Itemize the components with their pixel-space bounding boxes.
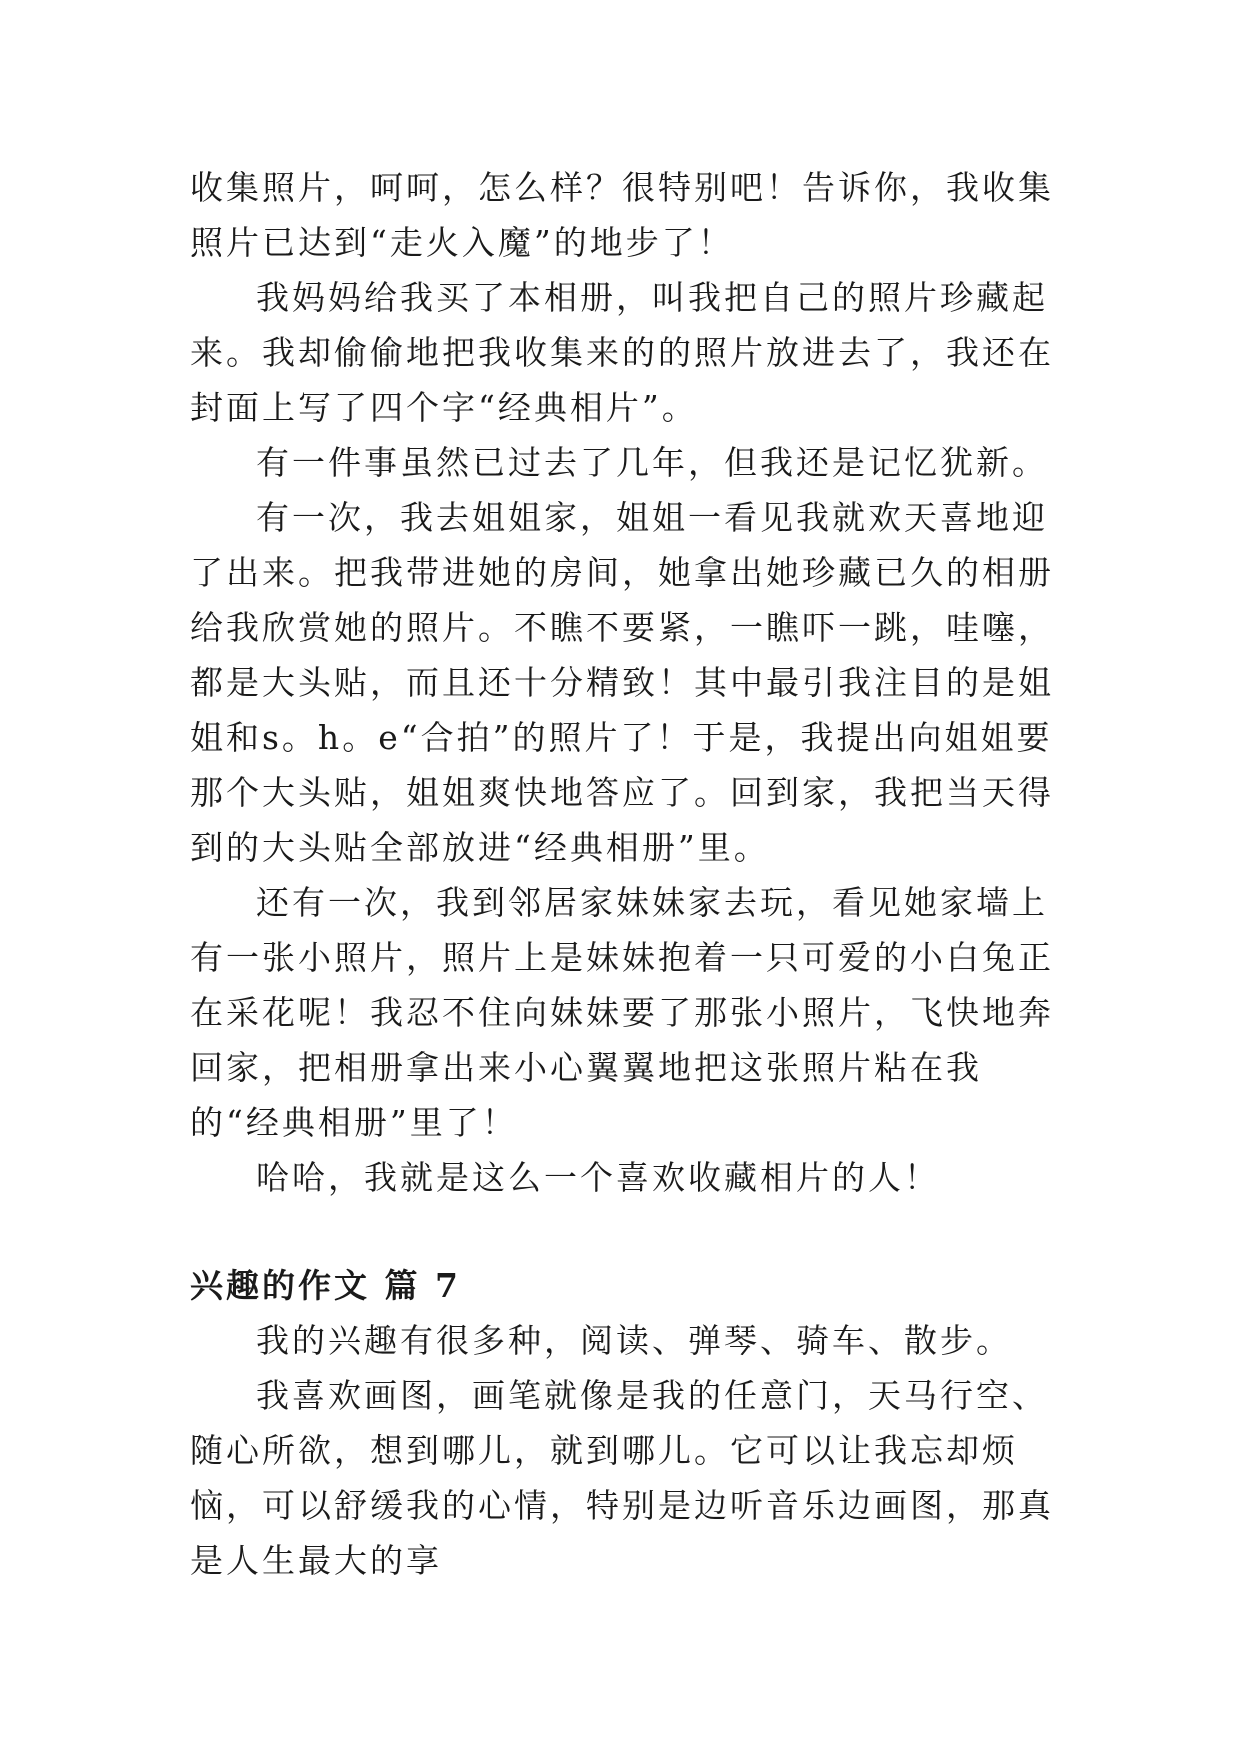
paragraph-3: 有一件事虽然已过去了几年，但我还是记忆犹新。 [256,443,1048,482]
paragraph-5: 还有一次，我到邻居家妹妹家去玩，看见她家墙上有一张小照片，照片上是妹妹抱着一只可爱的小白兔正在采花呢！我忍不住向妹妹要了那张小照片，飞快地奔回家，把相册拿出来小心翼翼地把这张照片粘在我的“经典相册”里了！ [190,883,1054,1142]
section-heading: 兴趣的作文 篇 7 [190,1266,461,1305]
paragraph-7: 我的兴趣有很多种，阅读、弹琴、骑车、散步。 [256,1321,1012,1360]
paragraph-2: 我妈妈给我买了本相册，叫我把自己的照片珍藏起来。我却偷偷地把我收集来的的照片放进去了，我还在封面上写了四个字“经典相片”。 [190,278,1054,427]
paragraph-8: 我喜欢画图，画笔就像是我的任意门，天马行空、随心所欲，想到哪儿，就到哪儿。它可以让我忘却烦恼，可以舒缓我的心情，特别是边听音乐边画图，那真是人生最大的享 [190,1376,1054,1580]
paragraph-1: 收集照片，呵呵，怎么样？很特别吧！告诉你，我收集照片已达到“走火入魔”的地步了！ [190,168,1054,262]
paragraph-6: 哈哈，我就是这么一个喜欢收藏相片的人！ [256,1158,940,1197]
document-body [190,160,1060,1588]
paragraph-4: 有一次，我去姐姐家，姐姐一看见我就欢天喜地迎了出来。把我带进她的房间，她拿出她珍藏已久的相册给我欣赏她的照片。不瞧不要紧，一瞧吓一跳，哇噻，都是大头贴，而且还十分精致！其中最引我注目的是姐姐和s。h。e“合拍”的照片了！于是，我提出向姐姐要那个大头贴，姐姐爽快地答应了。回到家，我把当天得到的大头贴全部放进“经典相册”里。 [190,498,1054,867]
